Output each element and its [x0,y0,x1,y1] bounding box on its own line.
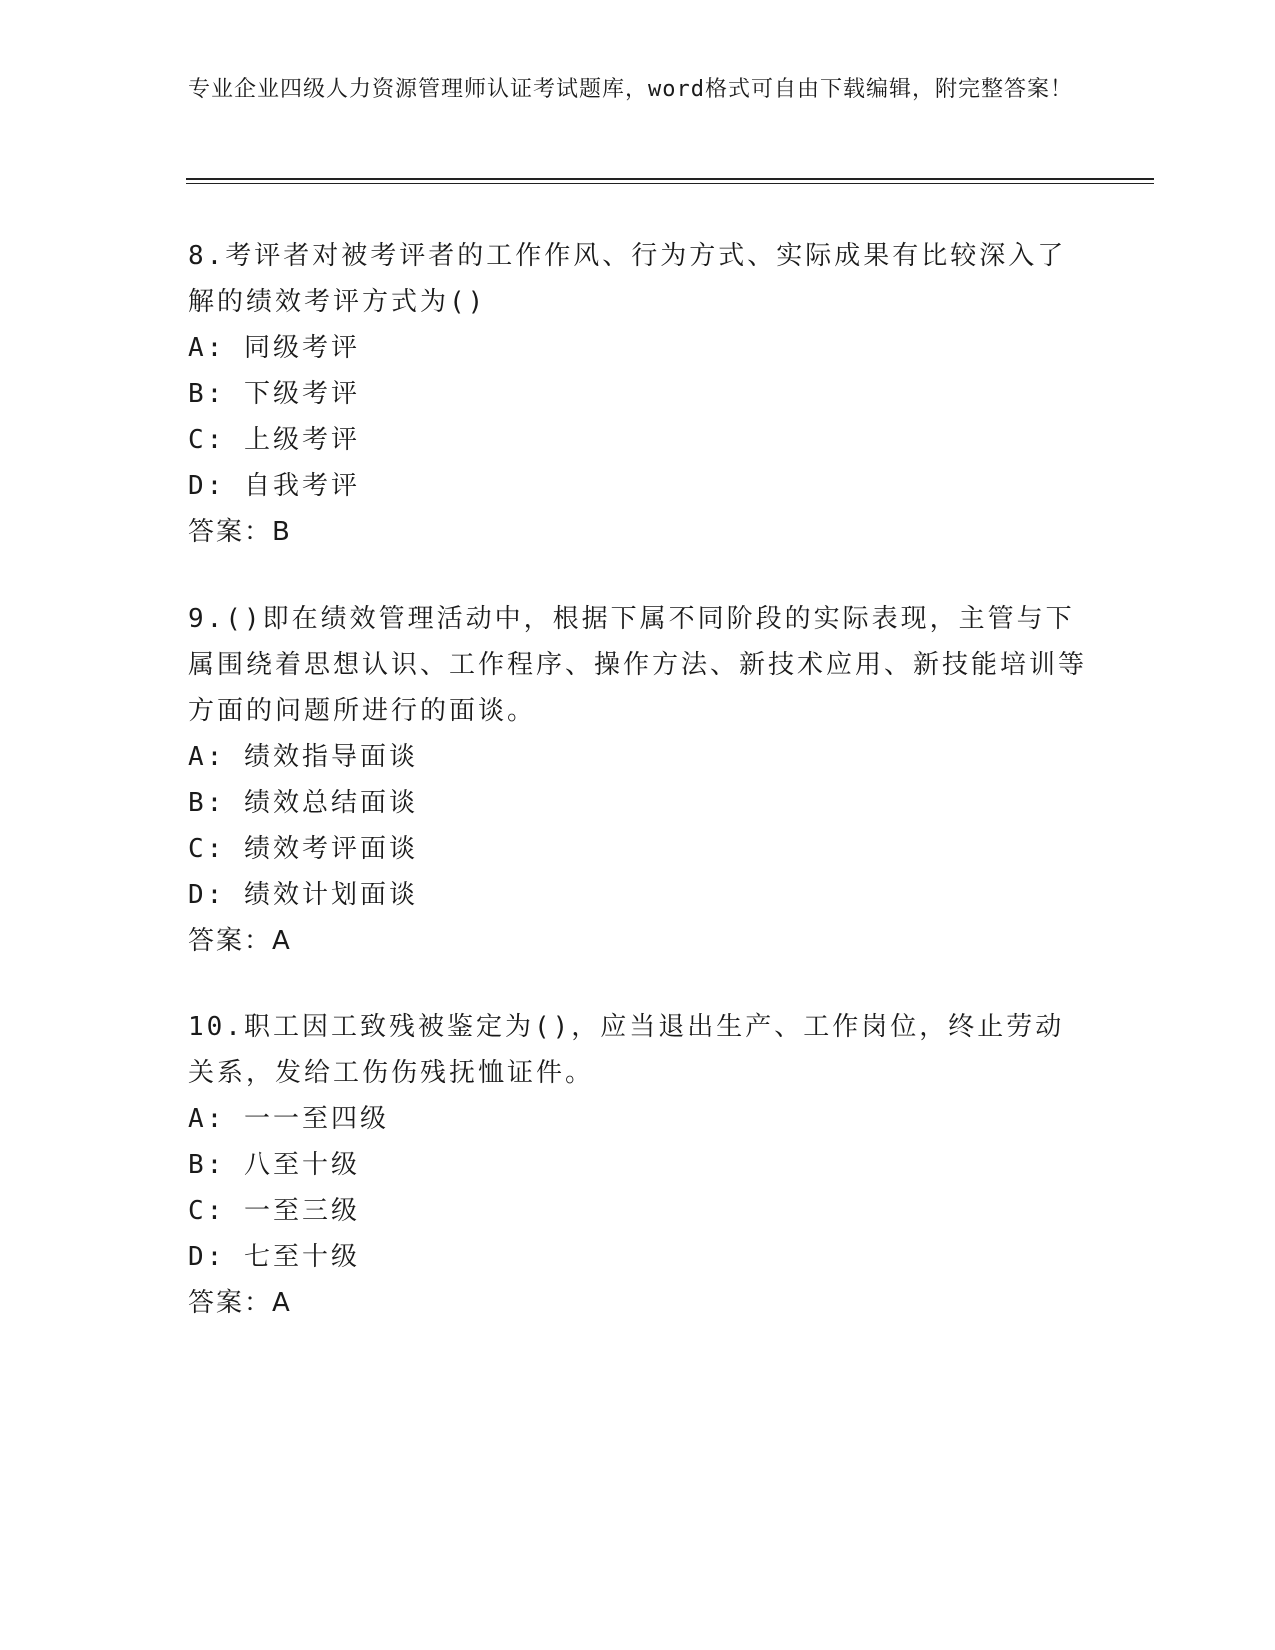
question-stem: 9.()即在绩效管理活动中，根据下属不同阶段的实际表现，主管与下属围绕着思想认识、工作程序、操作方法、新技术应用、新技能培训等方面的问题所进行的面谈。 [188,604,1088,726]
option-a: A: 一一至四级 [188,1104,389,1134]
option-a: A: 绩效指导面谈 [188,742,418,772]
question-stem: 10.职工因工致残被鉴定为()，应当退出生产、工作岗位，终止劳动关系，发给工伤伤残抚恤证件。 [188,1012,1065,1088]
answer: 答案：A [188,1288,292,1318]
question-9 [188,596,1088,964]
option-b: B: 绩效总结面谈 [188,788,418,818]
answer: 答案：A [188,926,292,956]
header-divider-thick [186,178,1154,180]
answer: 答案：B [188,517,292,547]
option-b: B: 下级考评 [188,379,360,409]
option-c: C: 上级考评 [188,425,360,455]
document-header [188,74,1078,106]
header-divider-thin [186,183,1154,184]
option-d: D: 自我考评 [188,471,360,501]
option-a: A: 同级考评 [188,333,360,363]
question-8 [188,233,1088,555]
option-d: D: 绩效计划面谈 [188,880,418,910]
question-stem: 8.考评者对被考评者的工作作风、行为方式、实际成果有比较深入了解的绩效考评方式为() [188,241,1067,317]
header-intro-text: 专业企业四级人力资源管理师认证考试题库，word格式可自由下载编辑，附完整答案！ [188,77,1073,102]
question-10 [188,1004,1088,1326]
option-c: C: 一至三级 [188,1196,360,1226]
option-c: C: 绩效考评面谈 [188,834,418,864]
option-d: D: 七至十级 [188,1242,360,1272]
option-b: B: 八至十级 [188,1150,360,1180]
